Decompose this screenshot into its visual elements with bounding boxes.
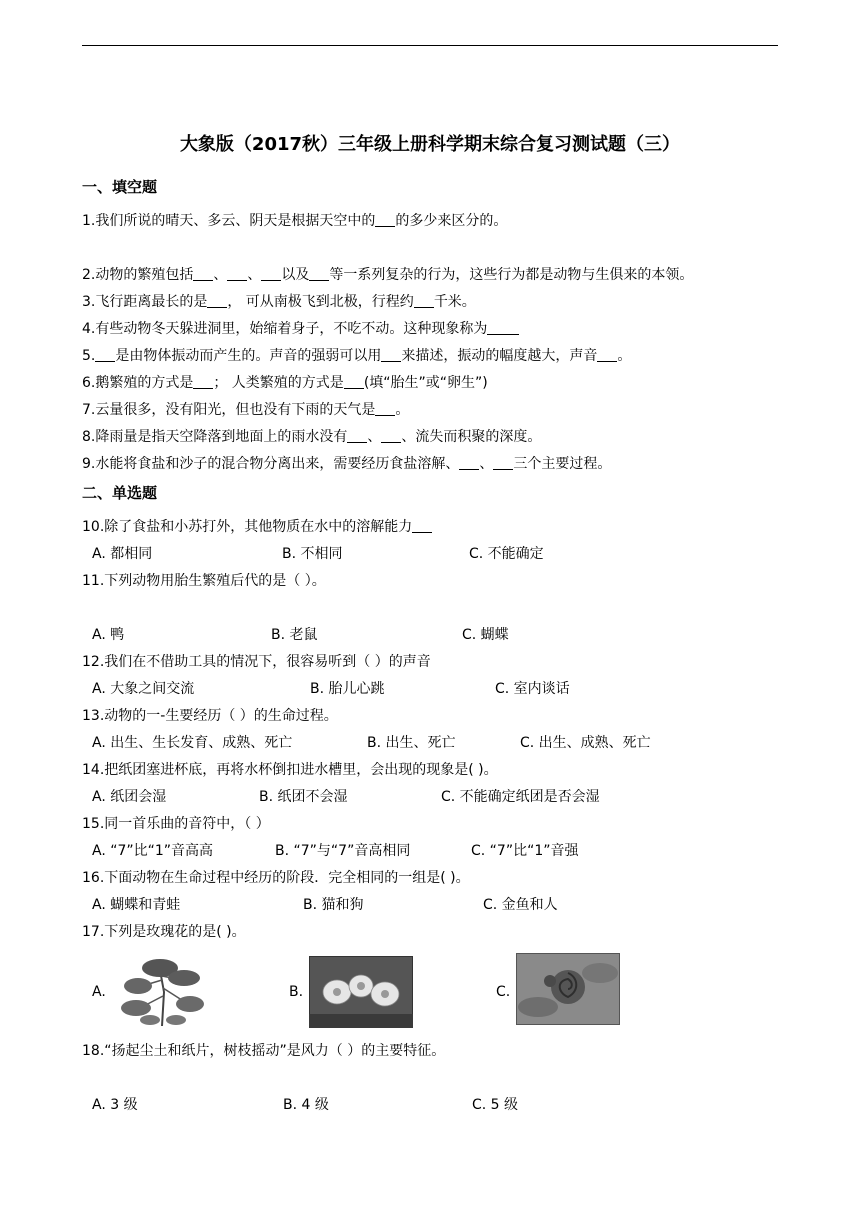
option-c-image[interactable]	[516, 953, 620, 1025]
option-c[interactable]: C. 室内谈话	[495, 681, 570, 697]
question-8: 8.降雨量是指天空降落到地面上的雨水没有 、 、流失而积聚的深度。	[82, 429, 542, 445]
option-a[interactable]: A. 3 级	[92, 1097, 138, 1113]
question-4: 4.有些动物冬天躲进洞里，始缩着身子，不吃不动。这种现象称为	[82, 319, 519, 339]
leafy-plant-icon	[110, 956, 214, 1028]
question-16: 16.下面动物在生命过程中经历的阶段．完全相同的一组是( )。	[82, 870, 470, 886]
option-c[interactable]: C. 不能确定纸团是否会湿	[441, 789, 600, 805]
answer-blank[interactable]	[487, 320, 519, 335]
answer-blank[interactable]	[309, 266, 329, 281]
option-b[interactable]: B. 4 级	[283, 1097, 329, 1113]
page-title: 大象版（2017秋）三年级上册科学期末综合复习测试题（三）	[179, 134, 681, 155]
answer-blank[interactable]	[207, 293, 227, 308]
question-5: 5. 是由物体振动而产生的。声音的强弱可以用 来描述，振动的幅度越大，声音 。	[82, 348, 632, 364]
answer-blank[interactable]	[95, 347, 115, 362]
option-c[interactable]: C. 5 级	[472, 1097, 519, 1113]
question-17: 17.下列是玫瑰花的是( )。	[82, 924, 246, 940]
section-heading-single-choice: 二、单选题	[82, 484, 158, 502]
option-a[interactable]: A.	[92, 984, 106, 1000]
answer-blank[interactable]	[375, 401, 395, 416]
option-c[interactable]: C. 蝴蝶	[462, 627, 509, 643]
answer-blank[interactable]	[193, 374, 213, 389]
answer-blank[interactable]	[261, 266, 281, 281]
question-18: 18.“扬起尘土和纸片，树枝摇动”是风力（ ）的主要特征。	[82, 1043, 446, 1059]
option-b[interactable]: B. 老鼠	[271, 627, 318, 643]
option-a[interactable]: A. 都相同	[92, 546, 153, 562]
option-a[interactable]: A. 出生、生长发育、成熟、死亡	[92, 735, 293, 751]
question-9: 9.水能将食盐和沙子的混合物分离出来，需要经历食盐溶解、 、 三个主要过程。	[82, 456, 612, 472]
question-2: 2.动物的繁殖包括 、 、 以及 等一系列复杂的行为，这些行为都是动物与生俱来的本领。	[82, 267, 694, 283]
answer-blank[interactable]	[381, 347, 401, 362]
option-b[interactable]: B.	[289, 984, 304, 1000]
option-a[interactable]: A. 鸭	[92, 627, 125, 643]
option-a[interactable]: A. “7”比“1”音高高	[92, 843, 214, 859]
answer-blank[interactable]	[493, 455, 513, 470]
question-3: 3.飞行距离最长的是 ， 可从南极飞到北极，行程约 千米。	[82, 294, 476, 310]
question-10: 10.除了食盐和小苏打外，其他物质在水中的溶解能力	[82, 517, 432, 537]
option-b[interactable]: B. 胎儿心跳	[310, 681, 385, 697]
question-7: 7.云量很多，没有阳光，但也没有下雨的天气是 。	[82, 402, 410, 418]
option-c[interactable]: C. 不能确定	[469, 546, 544, 562]
option-a[interactable]: A. 大象之间交流	[92, 681, 195, 697]
question-15: 15.同一首乐曲的音符中，（ ）	[82, 816, 270, 832]
section-heading-fill-blank: 一、填空题	[82, 178, 158, 196]
option-b[interactable]: B. 猫和狗	[303, 897, 364, 913]
option-a[interactable]: A. 纸团会湿	[92, 789, 167, 805]
option-a[interactable]: A. 蝴蝶和青蛙	[92, 897, 181, 913]
rose-flower-icon	[516, 953, 620, 1025]
option-a-image[interactable]	[110, 956, 214, 1028]
answer-blank[interactable]	[344, 374, 364, 389]
answer-blank[interactable]	[412, 518, 432, 533]
option-b[interactable]: B. “7”与“7”音高相同	[275, 843, 411, 859]
answer-blank[interactable]	[347, 428, 367, 443]
option-b[interactable]: B. 不相同	[282, 546, 343, 562]
option-c[interactable]: C. “7”比“1”音强	[471, 843, 579, 859]
header-rule	[82, 45, 778, 46]
answer-blank[interactable]	[375, 212, 395, 227]
option-c[interactable]: C. 金鱼和人	[483, 897, 558, 913]
answer-blank[interactable]	[597, 347, 617, 362]
option-c[interactable]: C.	[496, 984, 511, 1000]
answer-blank[interactable]	[414, 293, 434, 308]
question-1: 1.我们所说的晴天、多云、阴天是根据天空中的 的多少来区分的。	[82, 213, 508, 229]
question-6: 6.鹅繁殖的方式是 ； 人类繁殖的方式是 (填“胎生”或“卵生”)	[82, 375, 488, 391]
question-11: 11.下列动物用胎生繁殖后代的是（ ）。	[82, 573, 326, 589]
question-12: 12.我们在不借助工具的情况下，很容易听到（ ）的声音	[82, 654, 431, 670]
question-14: 14.把纸团塞进杯底，再将水杯倒扣进水槽里，会出现的现象是( )。	[82, 762, 498, 778]
option-b-image[interactable]	[309, 956, 413, 1028]
answer-blank[interactable]	[193, 266, 213, 281]
option-c[interactable]: C. 出生、成熟、死亡	[520, 735, 651, 751]
answer-blank[interactable]	[227, 266, 247, 281]
answer-blank[interactable]	[459, 455, 479, 470]
lotus-flowers-icon	[309, 956, 413, 1028]
option-b[interactable]: B. 纸团不会湿	[259, 789, 348, 805]
answer-blank[interactable]	[381, 428, 401, 443]
option-b[interactable]: B. 出生、死亡	[367, 735, 456, 751]
question-13: 13.动物的一-生要经历（ ）的生命过程。	[82, 708, 338, 724]
